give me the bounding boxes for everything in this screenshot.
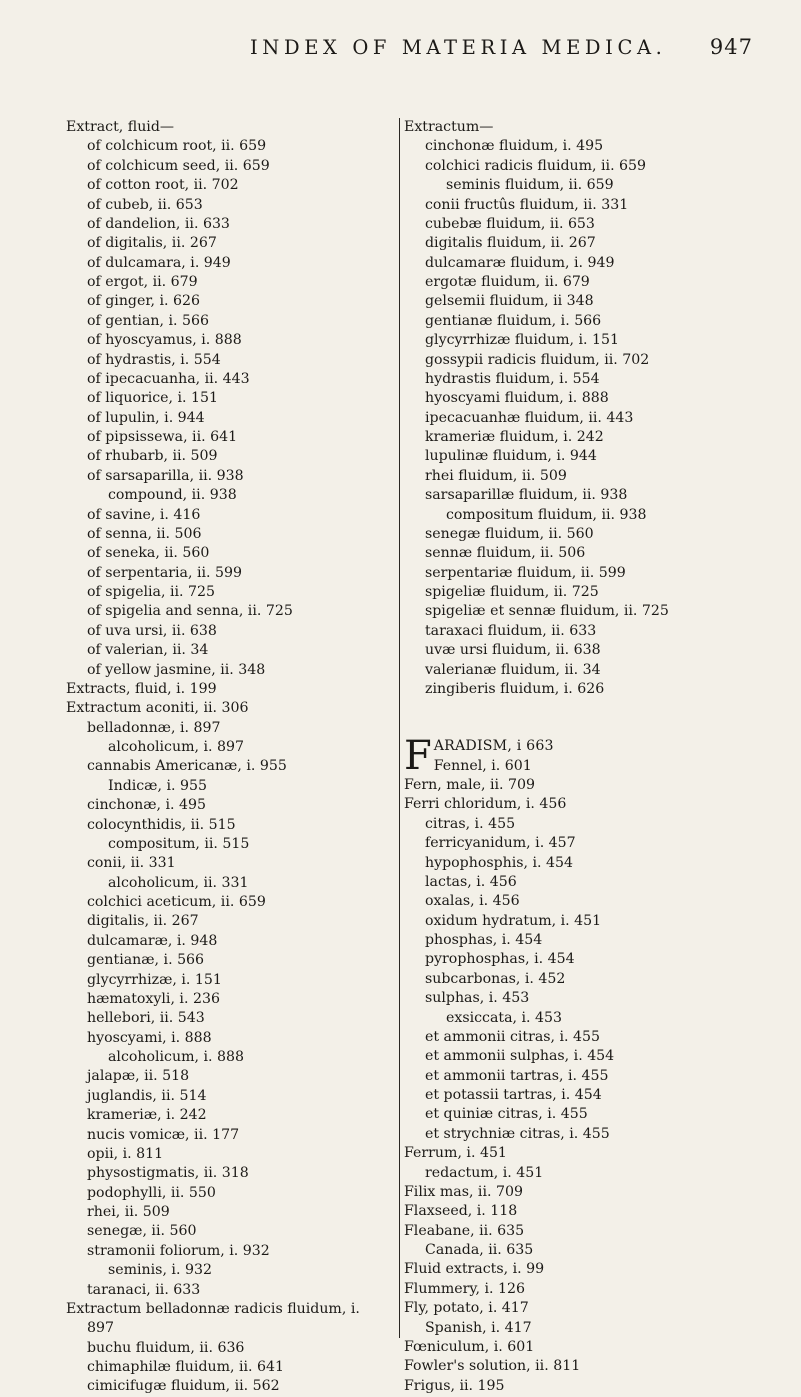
- index-subentry: ergotæ fluidum, ii. 679: [425, 274, 590, 290]
- index-subentry: Indicæ, i. 955: [108, 777, 207, 794]
- index-subentry: senegæ, ii. 560: [87, 1223, 197, 1240]
- index-subentry: hydrastis fluidum, i. 554: [425, 370, 600, 387]
- index-heading-entry: Fly, potato, i. 417: [404, 1300, 529, 1317]
- index-subentry: oxidum hydratum, i. 451: [425, 912, 602, 929]
- index-subentry: krameriæ fluidum, i. 242: [425, 429, 604, 445]
- index-subentry: et ammonii tartras, i. 455: [425, 1067, 609, 1084]
- index-subentry: of liquorice, i. 151: [87, 390, 219, 407]
- index-subentry: et quiniæ citras, i. 455: [425, 1106, 588, 1123]
- index-subentry: compound, ii. 938: [108, 487, 237, 504]
- index-heading-entry: Flummery, i. 126: [404, 1280, 525, 1297]
- index-subentry: digitalis, ii. 267: [87, 913, 199, 930]
- index-subentry: of digitalis, ii. 267: [87, 235, 217, 252]
- index-subentry: spigeliæ et sennæ fluidum, ii. 725: [425, 603, 669, 620]
- index-subentry: alcoholicum, ii. 331: [108, 874, 249, 891]
- page-number: 947: [709, 35, 753, 59]
- index-subentry: of lupulin, i. 944: [87, 409, 205, 426]
- index-subentry: gentianæ fluidum, i. 566: [425, 312, 602, 329]
- index-subentry: of seneka, ii. 560: [87, 545, 210, 562]
- index-heading-entry: Extractum aconiti, ii. 306: [66, 700, 249, 717]
- index-subentry: compositum fluidum, ii. 938: [446, 506, 647, 523]
- index-subentry: dulcamaræ, i. 948: [87, 932, 218, 949]
- index-subentry: conii, ii. 331: [87, 855, 176, 872]
- index-subentry: rhei, ii. 509: [87, 1204, 170, 1220]
- index-subentry: buchu fluidum, ii. 636: [87, 1339, 245, 1356]
- index-subentry: of rhubarb, ii. 509: [87, 448, 218, 465]
- index-subentry: gossypii radicis fluidum, ii. 702: [425, 351, 650, 368]
- index-heading-entry: Frigus, ii. 195: [404, 1377, 505, 1394]
- index-subentry: senegæ fluidum, ii. 560: [425, 525, 594, 542]
- index-subentry: of yellow jasmine, ii. 348: [87, 661, 266, 678]
- index-subentry: pyrophosphas, i. 454: [425, 951, 575, 968]
- index-subentry: krameriæ, i. 242: [87, 1107, 207, 1124]
- index-subentry: of ergot, ii. 679: [87, 274, 198, 290]
- index-heading-entry: Extractum—: [404, 119, 494, 135]
- index-subentry: Canada, ii. 635: [425, 1242, 534, 1258]
- index-subentry: of savine, i. 416: [87, 506, 201, 523]
- index-subentry: sarsaparillæ fluidum, ii. 938: [425, 487, 628, 504]
- index-heading-entry: Fleabane, ii. 635: [404, 1222, 525, 1239]
- index-subentry: Spanish, i. 417: [425, 1319, 532, 1336]
- index-subentry: of spigelia, ii. 725: [87, 584, 215, 600]
- index-subentry: et ammonii citras, i. 455: [425, 1028, 601, 1045]
- index-subentry: taranaci, ii. 633: [87, 1281, 201, 1298]
- index-subentry: redactum, i. 451: [425, 1164, 544, 1181]
- index-column-left: [66, 118, 428, 1397]
- index-subentry: ipecacuanhæ fluidum, ii. 443: [425, 409, 634, 426]
- extractum-fluid-list: [404, 118, 766, 699]
- index-subentry: of ipecacuanha, ii. 443: [87, 370, 250, 387]
- index-subentry: of senna, ii. 506: [87, 525, 202, 542]
- index-subentry: of dandelion, ii. 633: [87, 215, 230, 232]
- index-subentry: serpentariæ fluidum, ii. 599: [425, 564, 626, 581]
- index-subentry: of spigelia and senna, ii. 725: [87, 603, 293, 620]
- drop-cap-letter: F: [404, 733, 432, 780]
- index-subentry: hyoscyami, i. 888: [87, 1029, 212, 1046]
- index-heading-entry: Filix mas, ii. 709: [404, 1183, 523, 1200]
- index-subentry: cimicifugæ fluidum, ii. 562: [87, 1378, 280, 1395]
- index-subentry: nucis vomicæ, ii. 177: [87, 1126, 240, 1143]
- index-subentry: alcoholicum, i. 888: [108, 1049, 244, 1065]
- index-subentry: exsiccata, i. 453: [446, 1009, 562, 1026]
- index-subentry: uvæ ursi fluidum, ii. 638: [425, 642, 601, 659]
- index-subentry: hellebori, ii. 543: [87, 1010, 205, 1027]
- index-column-right: [399, 118, 766, 1394]
- index-heading-entry: Extracts, fluid, i. 199: [66, 680, 217, 697]
- index-entry: Fennel, i. 601: [433, 757, 532, 774]
- index-subentry: 897: [87, 1320, 114, 1337]
- index-subentry: colchici radicis fluidum, ii. 659: [425, 157, 647, 174]
- index-subentry: chimaphilæ fluidum, ii. 641: [87, 1359, 285, 1375]
- index-subentry: seminis, i. 932: [108, 1262, 212, 1279]
- index-subentry: of cotton root, ii. 702: [87, 177, 239, 194]
- index-subentry: hæmatoxyli, i. 236: [87, 990, 220, 1007]
- index-subentry: opii, i. 811: [87, 1145, 164, 1162]
- index-subentry: glycyrrhizæ, i. 151: [87, 971, 222, 988]
- section-gap: [404, 699, 766, 737]
- index-subentry: of serpentaria, ii. 599: [87, 564, 242, 581]
- running-title: INDEX OF MATERIA MEDICA.: [250, 36, 667, 59]
- index-heading-entry: Flaxseed, i. 118: [404, 1203, 518, 1220]
- index-subentry: juglandis, ii. 514: [87, 1087, 207, 1104]
- index-heading-entry: Fœniculum, i. 601: [404, 1338, 535, 1355]
- index-subentry: belladonnæ, i. 897: [87, 719, 221, 736]
- index-subentry: citras, i. 455: [425, 815, 516, 832]
- index-subentry: lactas, i. 456: [425, 873, 517, 890]
- index-subentry: of ginger, i. 626: [87, 293, 201, 310]
- index-subentry: alcoholicum, i. 897: [108, 739, 244, 755]
- index-subentry: et potassii tartras, i. 454: [425, 1087, 602, 1103]
- index-subentry: subcarbonas, i. 452: [425, 970, 566, 987]
- index-subentry: of cubeb, ii. 653: [87, 196, 203, 213]
- index-subentry: rhei fluidum, ii. 509: [425, 467, 567, 484]
- index-subentry: sulphas, i. 453: [425, 990, 530, 1007]
- index-subentry: dulcamaræ fluidum, i. 949: [425, 254, 615, 271]
- index-subentry: et ammonii sulphas, i. 454: [425, 1048, 615, 1065]
- f-entries-list: [404, 776, 766, 1396]
- index-subentry: of uva ursi, ii. 638: [87, 622, 217, 639]
- index-subentry: hyoscyami fluidum, i. 888: [425, 390, 609, 407]
- index-heading-entry: Ferri chloridum, i. 456: [404, 796, 567, 813]
- index-subentry: compositum, ii. 515: [108, 835, 250, 852]
- index-subentry: phosphas, i. 454: [425, 932, 543, 948]
- index-subentry: digitalis fluidum, ii. 267: [425, 235, 596, 252]
- index-heading-entry: Extract, fluid—: [66, 119, 175, 135]
- index-subentry: physostigmatis, ii. 318: [87, 1165, 249, 1182]
- index-subentry: gentianæ, i. 566: [87, 952, 205, 969]
- index-subentry: valerianæ fluidum, ii. 34: [425, 661, 601, 678]
- index-subentry: zingiberis fluidum, i. 626: [425, 680, 605, 697]
- index-subentry: cannabis Americanæ, i. 955: [87, 758, 287, 775]
- index-entry: ARADISM, i 663: [433, 738, 554, 755]
- index-subentry: jalapæ, ii. 518: [87, 1068, 190, 1085]
- index-heading-entry: Ferrum, i. 451: [404, 1145, 507, 1162]
- index-subentry: cinchonæ, i. 495: [87, 797, 206, 814]
- index-subentry: ferricyanidum, i. 457: [425, 835, 576, 852]
- index-subentry: oxalas, i. 456: [425, 893, 520, 910]
- index-subentry: cinchonæ fluidum, i. 495: [425, 138, 604, 155]
- index-subentry: sennæ fluidum, ii. 506: [425, 545, 586, 562]
- index-subentry: of colchicum seed, ii. 659: [87, 157, 270, 174]
- index-subentry: stramonii foliorum, i. 932: [87, 1242, 270, 1259]
- index-subentry: of dulcamara, i. 949: [87, 254, 231, 271]
- index-subentry: glycyrrhizæ fluidum, i. 151: [425, 332, 619, 349]
- index-subentry: colocynthidis, ii. 515: [87, 816, 236, 833]
- f-section-heading: [404, 733, 766, 780]
- index-subentry: of pipsissewa, ii. 641: [87, 429, 238, 445]
- index-subentry: of valerian, ii. 34: [87, 642, 209, 659]
- index-subentry: taraxaci fluidum, ii. 633: [425, 622, 597, 639]
- index-subentry: of sarsaparilla, ii. 938: [87, 467, 244, 484]
- index-subentry: podophylli, ii. 550: [87, 1184, 216, 1201]
- index-subentry: of gentian, i. 566: [87, 312, 210, 329]
- index-subentry: of hydrastis, i. 554: [87, 351, 221, 368]
- index-subentry: of colchicum root, ii. 659: [87, 138, 267, 155]
- index-heading-entry: Fluid extracts, i. 99: [404, 1261, 545, 1278]
- index-subentry: lupulinæ fluidum, i. 944: [425, 448, 597, 465]
- index-subentry: gelsemii fluidum, ii 348: [425, 293, 594, 310]
- index-subentry: et strychniæ citras, i. 455: [425, 1125, 610, 1142]
- index-heading-entry: Extractum belladonnæ radicis fluidum, i.: [66, 1300, 360, 1317]
- index-subentry: hypophosphis, i. 454: [425, 854, 574, 871]
- page-header: [0, 36, 801, 66]
- index-subentry: of hyoscyamus, i. 888: [87, 332, 242, 349]
- index-subentry: seminis fluidum, ii. 659: [446, 177, 614, 194]
- index-subentry: colchici aceticum, ii. 659: [87, 894, 266, 910]
- index-subentry: conii fructûs fluidum, ii. 331: [425, 196, 629, 213]
- index-heading-entry: Fowler's solution, ii. 811: [404, 1358, 581, 1375]
- index-subentry: spigeliæ fluidum, ii. 725: [425, 584, 599, 600]
- index-heading-entry: Fern, male, ii. 709: [404, 777, 536, 793]
- index-subentry: cubebæ fluidum, ii. 653: [425, 215, 595, 232]
